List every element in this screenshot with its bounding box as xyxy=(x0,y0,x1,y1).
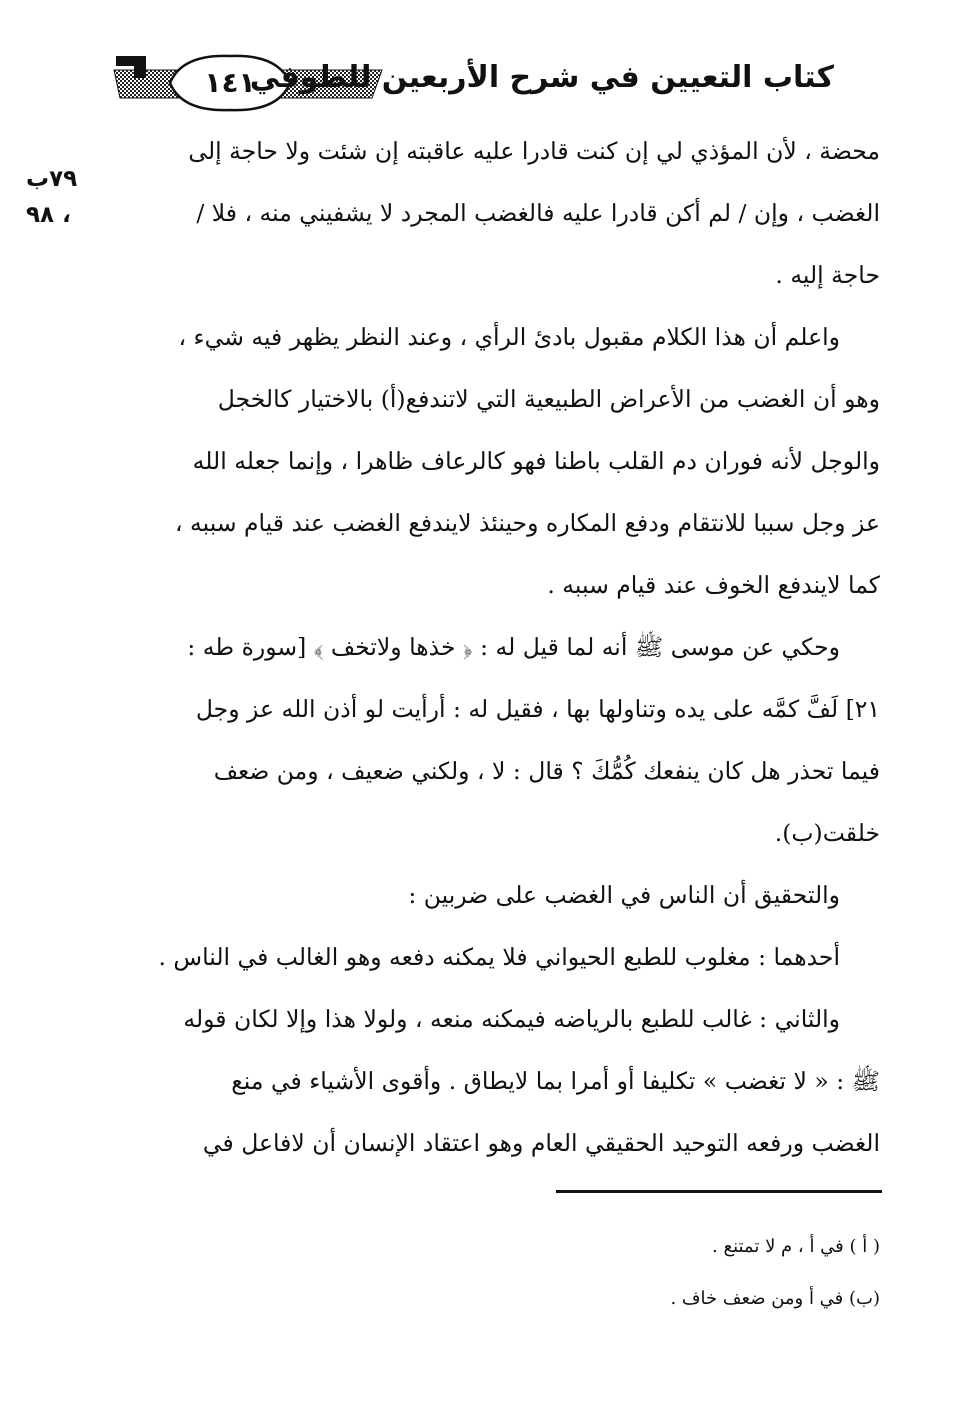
text-line: حاجة إليه . xyxy=(775,261,880,289)
footnote-a: ( أ ) في أ ، م لا تمتنع . xyxy=(712,1236,880,1257)
footnote-b: (ب) في أ ومن ضعف خاف . xyxy=(670,1288,880,1309)
margin-folio-ref-2: ، ٩٨ xyxy=(26,202,71,228)
text-line: الغضب ، وإن / لم أكن قادرا عليه فالغضب المجرد لا يشفيني منه ، فلا / xyxy=(196,199,880,227)
text-line: فيما تحذر هل كان ينفعك كُمُّكَ ؟ قال : لا ، ولكني ضعيف ، ومن ضعف xyxy=(213,757,880,785)
header-end-mark xyxy=(112,52,150,82)
text-line: واعلم أن هذا الكلام مقبول بادئ الرأي ، وعند النظر يظهر فيه شيء ، xyxy=(178,323,840,351)
text-line: وحكي عن موسى ﷺ أنه لما قيل له : ﴿ خذها ولاتخف ﴾ [سورة طه : xyxy=(187,633,840,661)
text-line: ٢١] لَفَّ كمَّه على يده وتناولها بها ، فقيل له : أرأيت لو أذن الله عز وجل xyxy=(195,695,880,723)
page-number: ١٤١ xyxy=(204,65,256,99)
text-line: ﷺ : « لا تغضب » تكليفا أو أمرا بما لايطاق . وأقوى الأشياء في منع xyxy=(231,1067,880,1095)
text-line: الغضب ورفعه التوحيد الحقيقي العام وهو اعتقاد الإنسان أن لافاعل في xyxy=(202,1129,880,1157)
page-header xyxy=(112,52,886,114)
text-line: محضة ، لأن المؤذي لي إن كنت قادرا عليه عاقبته إن شئت ولا حاجة إلى xyxy=(188,137,880,165)
text-line: كما لايندفع الخوف عند قيام سببه . xyxy=(547,571,880,599)
text-line: والوجل لأنه فوران دم القلب باطنا فهو كالرعاف ظاهرا ، وإنما جعله الله xyxy=(192,447,880,475)
book-title: كتاب التعيين في شرح الأربعين للطوفي xyxy=(249,60,834,95)
text-line: خلقت(ب). xyxy=(774,819,880,847)
margin-folio-ref-1: ٧٩ب xyxy=(26,166,78,192)
footnote-separator xyxy=(556,1190,882,1193)
text-line: والتحقيق أن الناس في الغضب على ضربين : xyxy=(408,881,840,909)
text-line: عز وجل سببا للانتقام ودفع المكاره وحينئذ لايندفع الغضب عند قيام سببه ، xyxy=(175,509,880,537)
text-line: أحدهما : مغلوب للطبع الحيواني فلا يمكنه دفعه وهو الغالب في الناس . xyxy=(158,943,840,971)
main-text xyxy=(120,120,880,1174)
text-line: وهو أن الغضب من الأعراض الطبيعية التي لاتندفع(أ) بالاختيار كالخجل xyxy=(217,385,880,413)
text-line: والثاني : غالب للطبع بالرياضه فيمكنه منعه ، ولولا هذا وإلا لكان قوله xyxy=(183,1005,840,1033)
